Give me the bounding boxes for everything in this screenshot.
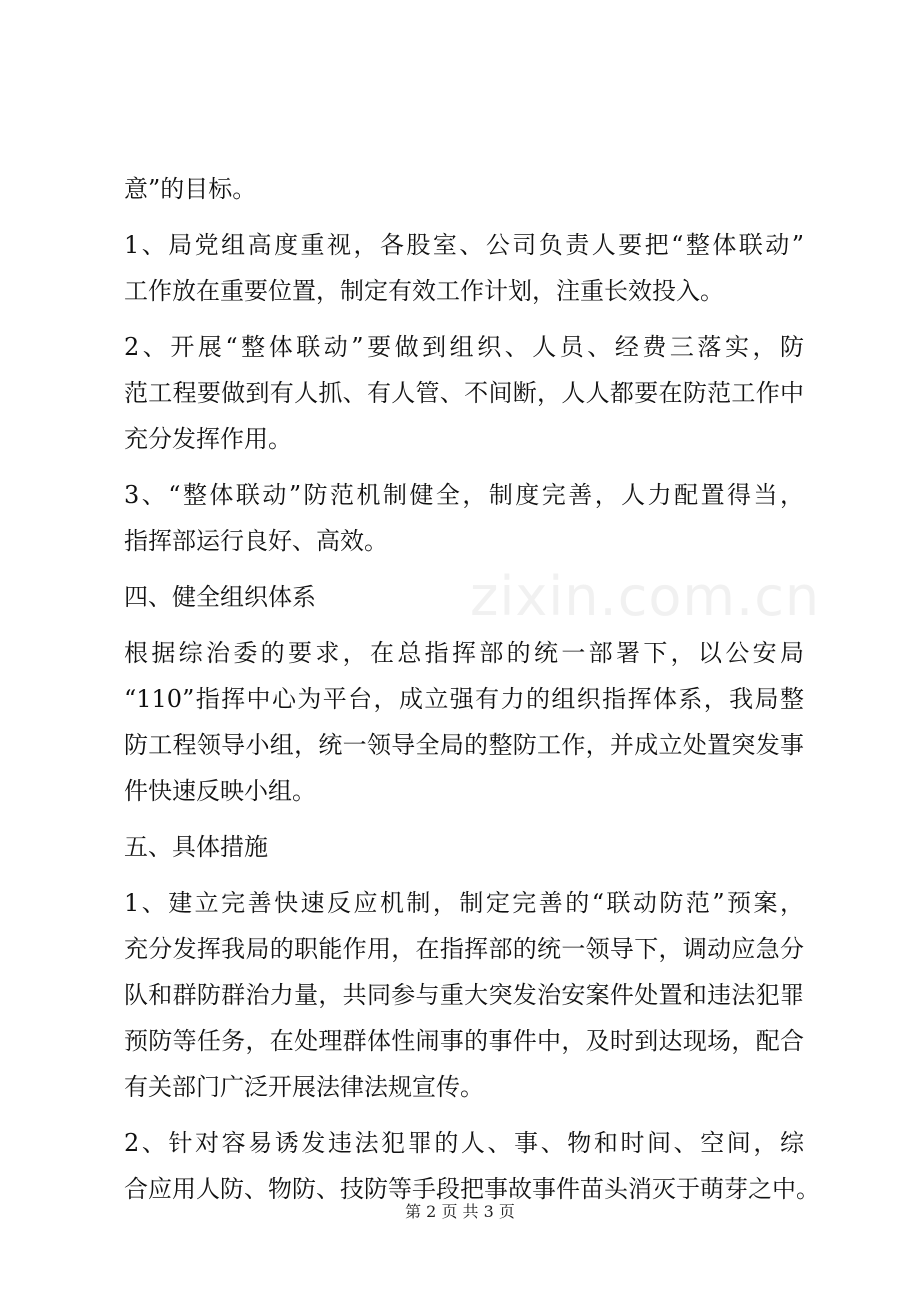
text-line: 3、“整体联动”防范机制健全，制度完善，人力配置得当，: [124, 481, 804, 509]
text-line: 2、开展“整体联动”要做到组织、人员、经费三落实，防: [124, 333, 804, 361]
text-line: “110”指挥中心为平台，成立强有力的组织指挥体系，我局整: [124, 685, 804, 713]
paragraph-gap: [124, 1110, 804, 1120]
text-line: 1、建立完善快速反应机制，制定完善的“联动防范”预案，: [124, 889, 804, 917]
paragraph-gap: [124, 462, 804, 472]
text-line: 充分发挥作用。: [124, 425, 292, 453]
paragraph-gap: [124, 212, 804, 222]
watermark: zixin.com.cn: [470, 565, 821, 628]
text-line: 指挥部运行良好、高效。: [124, 527, 388, 555]
text-line: 2、针对容易诱发违法犯罪的人、事、物和时间、空间，综: [124, 1129, 804, 1157]
page-footer: 第 2 页 共 3 页: [405, 1202, 515, 1221]
text-line: 预防等任务，在处理群体性闹事的事件中，及时到达现场，配合: [124, 1027, 804, 1055]
paragraph-gap: [124, 870, 804, 880]
paragraph-gap: [124, 314, 804, 324]
section-heading: 五、具体措施: [124, 833, 268, 861]
paragraph-gap: [124, 620, 804, 630]
paragraph-gap: [124, 564, 804, 574]
document-body: [124, 166, 820, 1212]
text-line: 1、局党组高度重视，各股室、公司负责人要把“整体联动”: [124, 231, 804, 259]
text-line: 工作放在重要位置，制定有效工作计划，注重长效投入。: [124, 277, 724, 305]
text-line: 有关部门广泛开展法律法规宣传。: [124, 1073, 484, 1101]
text-line: 根据综治委的要求，在总指挥部的统一部署下，以公安局: [124, 639, 804, 667]
text-line: 意”的目标。: [124, 175, 257, 203]
text-line: 范工程要做到有人抓、有人管、不间断，人人都要在防范工作中: [124, 379, 804, 407]
text-line: 队和群防群治力量，共同参与重大突发治安案件处置和违法犯罪: [124, 981, 804, 1009]
text-line: 件快速反映小组。: [124, 777, 316, 805]
section-heading: 四、健全组织体系: [124, 583, 316, 611]
paragraph-gap: [124, 814, 804, 824]
text-line: 充分发挥我局的职能作用，在指挥部的统一领导下，调动应急分: [124, 935, 804, 963]
text-line: 防工程领导小组，统一领导全局的整防工作，并成立处置突发事: [124, 731, 804, 759]
text-line: 合应用人防、物防、技防等手段把事故事件苗头消灭于萌芽之中。: [124, 1175, 820, 1203]
